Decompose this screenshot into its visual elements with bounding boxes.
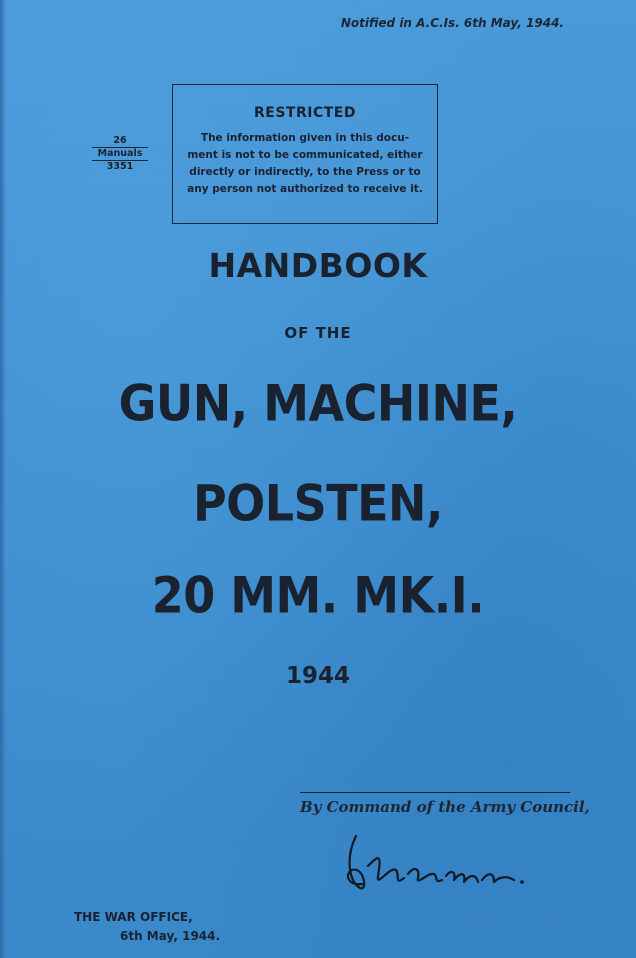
restricted-notice-box [172, 84, 438, 224]
handbook-heading: HANDBOOK [208, 246, 428, 285]
restricted-line: directly or indirectly, to the Press or to [189, 166, 421, 178]
command-line: By Command of the Army Council, [300, 798, 590, 816]
restricted-title: RESTRICTED [254, 105, 356, 121]
manual-ref-code: 3351 [106, 161, 134, 172]
publication-year: 1944 [285, 663, 350, 689]
war-office-block [74, 908, 220, 946]
restricted-text [183, 130, 427, 198]
manual-ref-number: 26 [113, 135, 127, 146]
title-line-polsten: POLSTEN, [192, 473, 444, 533]
war-office-date: 6th May, 1944. [120, 929, 221, 943]
restricted-line: any person not authorized to receive it. [187, 183, 423, 195]
restricted-line: The information given in this docu- [200, 132, 410, 144]
command-divider [300, 792, 570, 793]
notified-line: Notified in A.C.Is. 6th May, 1944. [340, 16, 564, 30]
manual-ref-label: Manuals [92, 147, 148, 161]
of-the-heading: OF THE [284, 324, 352, 342]
restricted-line: ment is not to be communicated, either [187, 149, 423, 161]
title-line-calibre: 20 MM. MK.I. [151, 565, 485, 625]
war-office-name: THE WAR OFFICE, [74, 910, 193, 924]
signature [338, 826, 538, 906]
title-line-gun-machine: GUN, MACHINE, [118, 373, 518, 433]
manual-reference [92, 135, 148, 173]
